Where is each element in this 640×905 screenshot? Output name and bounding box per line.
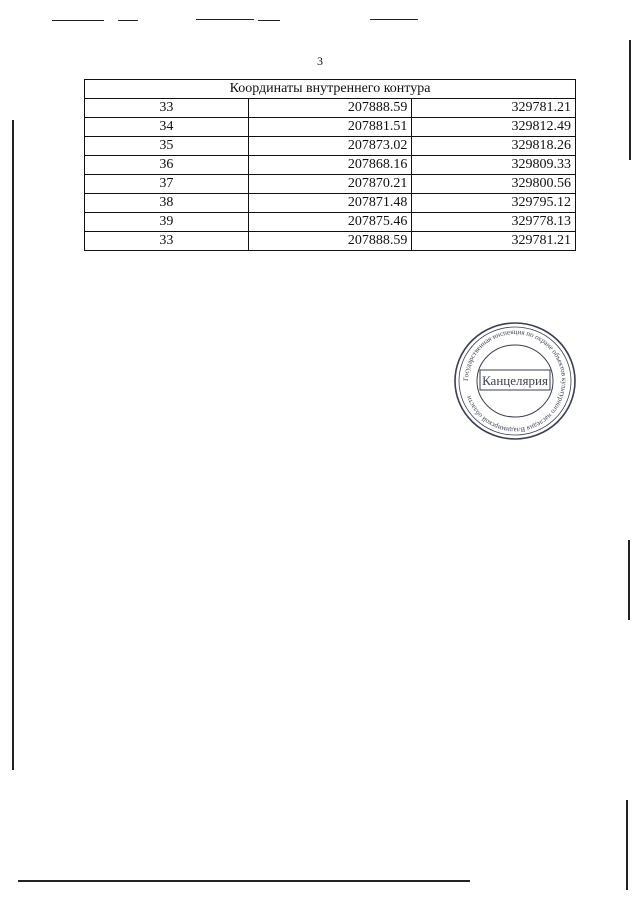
- page-number: 3: [317, 54, 323, 68]
- table-row: [85, 194, 576, 213]
- table-row: [85, 156, 576, 175]
- y-coordinate-cell: 329809.33: [412, 156, 576, 175]
- table-row: [85, 213, 576, 232]
- office-seal-stamp: [452, 320, 578, 442]
- scan-top-dash-3: [196, 19, 254, 20]
- y-coordinate-cell: 329781.21: [412, 232, 576, 251]
- scan-top-dash-5: [370, 19, 418, 20]
- table-row: [85, 118, 576, 137]
- y-coordinate-cell: 329800.56: [412, 175, 576, 194]
- y-coordinate-cell: 329812.49: [412, 118, 576, 137]
- point-number-cell: 33: [85, 232, 249, 251]
- scan-bottom-edge: [18, 880, 470, 882]
- x-coordinate-cell: 207888.59: [248, 232, 412, 251]
- point-number-cell: 34: [85, 118, 249, 137]
- y-coordinate-cell: 329778.13: [412, 213, 576, 232]
- scan-top-dash-1: [52, 20, 104, 21]
- x-coordinate-cell: 207888.59: [248, 99, 412, 118]
- x-coordinate-cell: 207875.46: [248, 213, 412, 232]
- seal-center-text: Канцелярия: [482, 373, 548, 388]
- x-coordinate-cell: 207868.16: [248, 156, 412, 175]
- y-coordinate-cell: 329795.12: [412, 194, 576, 213]
- seal-ring-text: Государственная инспекция по охране объектов культурного наследия Владимирской области: [461, 327, 569, 435]
- scan-left-edge: [12, 120, 14, 770]
- point-number-cell: 38: [85, 194, 249, 213]
- x-coordinate-cell: 207881.51: [248, 118, 412, 137]
- x-coordinate-cell: 207870.21: [248, 175, 412, 194]
- table-row: [85, 232, 576, 251]
- scan-top-dash-2: [118, 20, 138, 21]
- scan-right-edge-bottom: [626, 800, 628, 890]
- coordinates-table: [84, 79, 576, 251]
- scan-right-edge-mid: [628, 540, 630, 620]
- scan-top-dash-4: [258, 20, 280, 21]
- point-number-cell: 36: [85, 156, 249, 175]
- table-header-row: [85, 80, 576, 99]
- table-title: Координаты внутреннего контура: [85, 80, 576, 99]
- table-row: [85, 99, 576, 118]
- x-coordinate-cell: 207871.48: [248, 194, 412, 213]
- point-number-cell: 33: [85, 99, 249, 118]
- x-coordinate-cell: 207873.02: [248, 137, 412, 156]
- point-number-cell: 37: [85, 175, 249, 194]
- y-coordinate-cell: 329818.26: [412, 137, 576, 156]
- point-number-cell: 39: [85, 213, 249, 232]
- point-number-cell: 35: [85, 137, 249, 156]
- table-row: [85, 137, 576, 156]
- y-coordinate-cell: 329781.21: [412, 99, 576, 118]
- table-body: [85, 99, 576, 251]
- table-row: [85, 175, 576, 194]
